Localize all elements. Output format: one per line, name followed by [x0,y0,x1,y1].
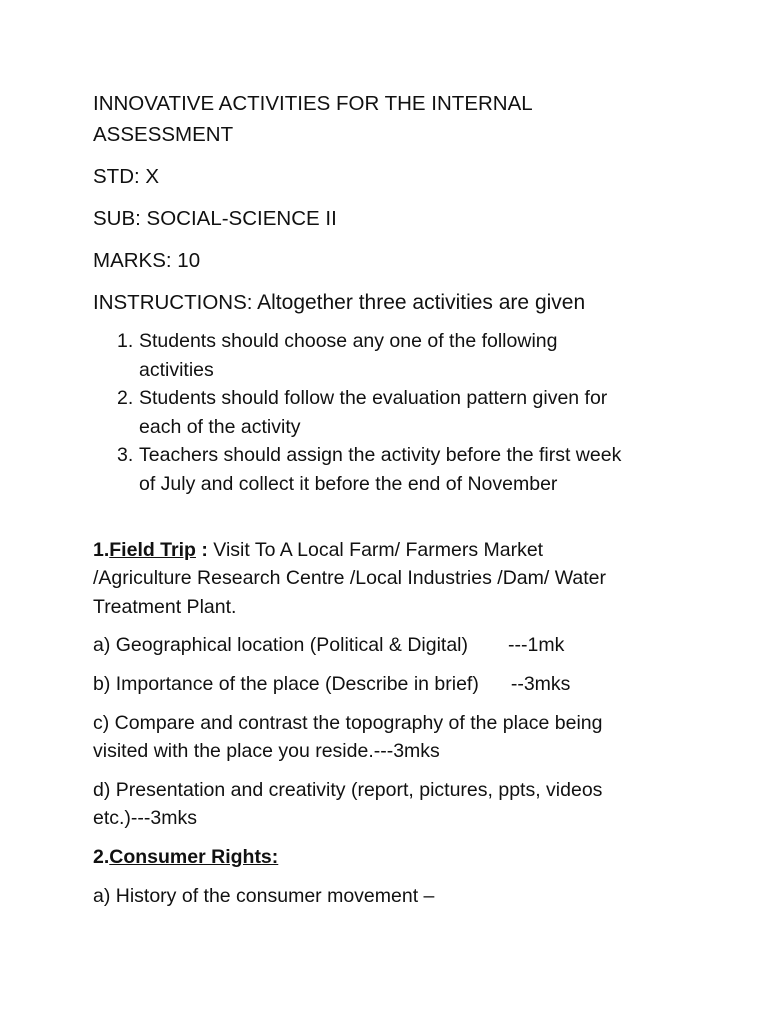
list-item [93,327,693,384]
list-item [93,441,693,498]
list-item-number: 3. [117,444,134,467]
standard-line: STD: X [93,165,160,188]
activity-1-number: 1. [93,538,110,561]
list-item-number: 1. [117,330,134,352]
activity-2-title: Consumer Rights: [109,845,279,868]
list-item-line: Students should choose any one of the following [139,330,558,352]
instructions-text: Altogether three activities are given [252,291,586,314]
item-text: a) Geographical location (Political & Digital) [93,634,469,657]
activity-2-item-a: a) History of the consumer movement – [93,884,435,907]
activity-1-desc: Visit To A Local Farm/ Farmers Market [207,538,544,561]
subject-line: SUB: SOCIAL-SCIENCE II [93,207,337,230]
item-line: d) Presentation and creativity (report, pictures, ppts, videos [93,778,603,801]
activity-1-colon: : [195,538,208,561]
activity-1-line-1 [93,536,693,565]
instructions-list [93,327,693,499]
list-item-number: 2. [117,387,134,410]
list-item-line: each of the activity [139,415,301,438]
activity-1-item-a [93,631,693,660]
activity-1-item-c [93,709,693,766]
list-item-line: Students should follow the evaluation pattern given for [139,387,608,410]
marks-line: MARKS: 10 [93,249,201,272]
activity-1-item-b [93,670,693,699]
item-marks: ---1mk [508,634,565,657]
activity-1-line-2: /Agriculture Research Centre /Local Industries /Dam/ Water [93,567,606,590]
list-item-line: Teachers should assign the activity before the first week [139,444,622,467]
item-line: etc.)---3mks [93,807,197,830]
title-line-2: ASSESSMENT [93,123,234,146]
instructions-label: INSTRUCTIONS: [93,291,253,314]
item-marks: --3mks [510,672,571,695]
activity-1-heading [93,536,693,622]
item-line: c) Compare and contrast the topography of the place being [93,711,603,734]
list-item-line: activities [139,358,214,381]
activity-1-line-3: Treatment Plant. [93,595,237,618]
instructions-line [93,287,693,318]
list-item [93,384,693,441]
item-line: visited with the place you reside.---3mks [93,740,440,763]
list-item-line: of July and collect it before the end of November [139,472,558,495]
document-page [93,88,693,920]
activity-2-heading [93,843,693,872]
item-text: b) Importance of the place (Describe in brief) [93,672,479,695]
activity-1-item-d [93,776,693,833]
activity-2-number: 2. [93,845,110,868]
document-title [93,88,693,150]
activity-1-title: Field Trip [109,538,196,561]
title-line-1: INNOVATIVE ACTIVITIES FOR THE INTERNAL [93,92,533,115]
